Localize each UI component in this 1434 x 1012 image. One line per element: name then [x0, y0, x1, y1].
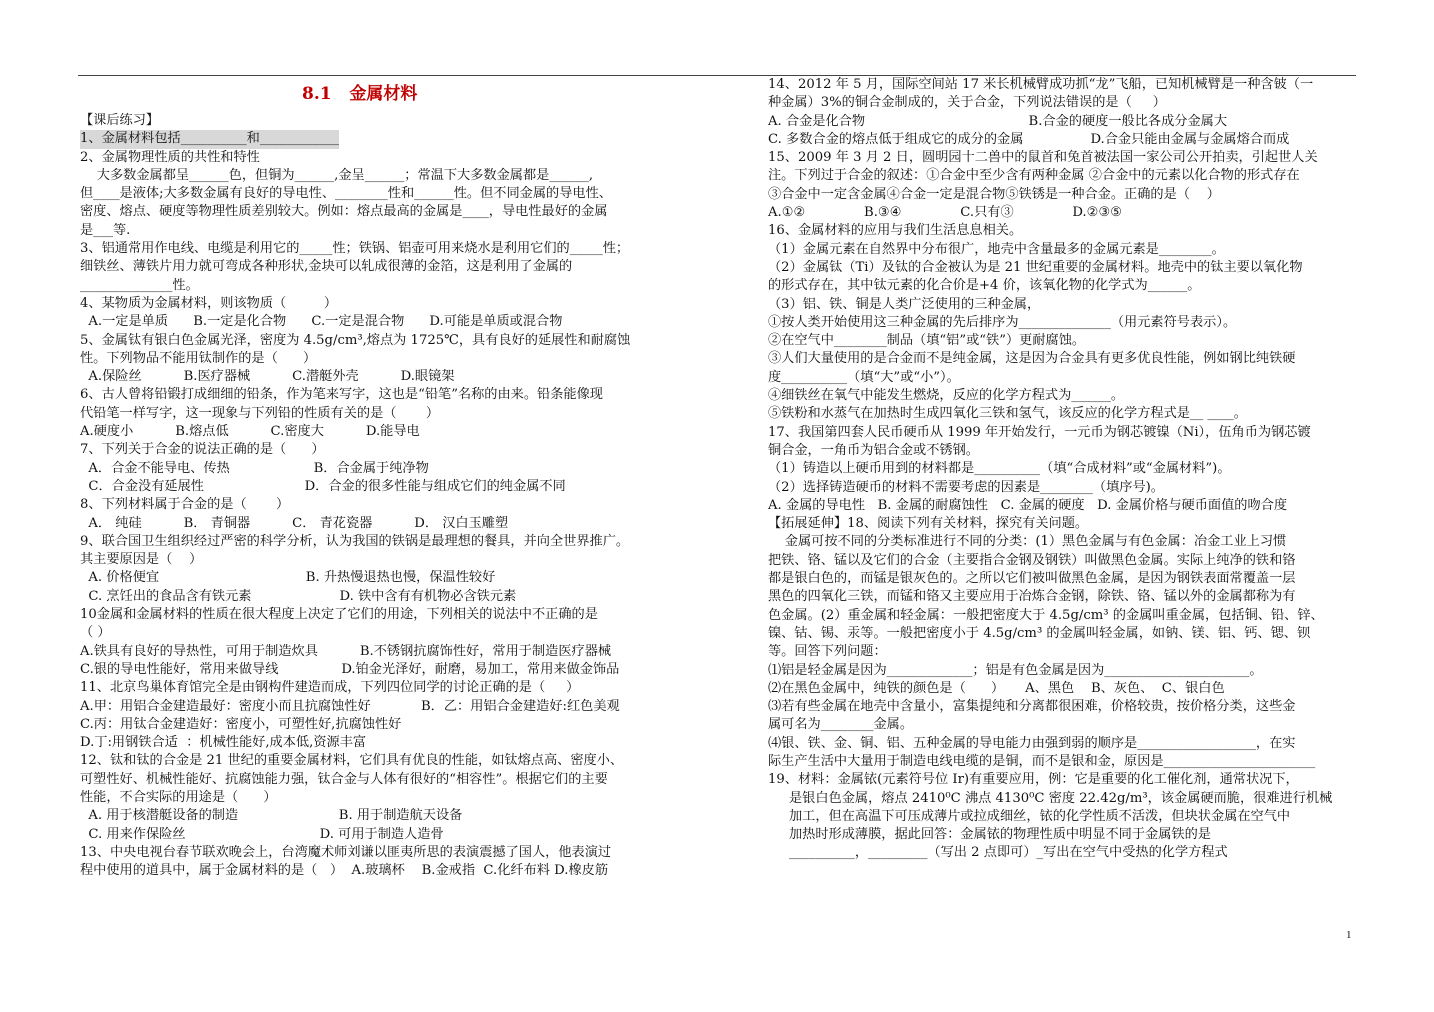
question-line: 10金属和金属材料的性质在很大程度上决定了它们的用途，下列相关的说法中不正确的是 [80, 607, 598, 623]
question-line: 6、古人曾将铅锻打成细细的铅条，作为笔来写字，这也是“铅笔”名称的由来。铅条能像现 [80, 387, 603, 403]
question-line: 7、下列关于合金的说法正确的是（ ） [80, 442, 325, 458]
question-line: A.铁具有良好的导热性，可用于制造炊具 B.不锈钢抗腐饰性好，常用于制造医疗器械 [80, 643, 612, 659]
question-line: A. 合金是化合物 B.合金的硬度一般比各成分金属大 [768, 113, 1228, 129]
question-line: 种金属）3%的铜合金制成的，关于合金，下列说法错误的是（ ） [768, 95, 1166, 111]
question-line: （ ） [80, 625, 111, 641]
question-line: C. 烹饪出的食品含有铁元素 D. 铁中含有有机物必含铁元素 [80, 588, 517, 604]
question-line: 际生产生活中大量用于制造电线电缆的是铜，而不是银和金，原因是_______________________ [768, 753, 1316, 769]
question-line: 8、下列材料属于合金的是（ ） [80, 497, 290, 513]
question-line: A.硬度小 B.熔点低 C.密度大 D.能导电 [80, 424, 420, 440]
question-line: ⑵在黑色金属中，纯铁的颜色是（ ） A、黑色 B、灰色、 C、银白色 [768, 680, 1225, 696]
question-line: 3、铝通常用作电线、电缆是利用它的_____性；铁锅、铝壶可用来烧水是利用它们的_____性； [80, 241, 630, 257]
question-line: ⑷银、铁、金、铜、铝、五种金属的导电能力由强到弱的顺序是__________________，在实 [768, 735, 1296, 751]
question-line: A.一定是单质 B.一定是化合物 C.一定是混合物 D.可能是单质或混合物 [80, 314, 563, 330]
highlighted-question: 1、金属材料包括__________和____________ [80, 130, 339, 148]
question-line: ⑶若有些金属在地壳中含量小，富集提纯和分离都很困难，价格较贵，按价格分类，这些金 [768, 699, 1296, 715]
question-line: ②在空气中________制品（填“铝”或“铁”）更耐腐蚀。 [768, 333, 1086, 349]
question-line: 17、我国第四套人民币硬币从 1999 年开始发行，一元币为钢芯镀镍（Ni），伍角币为钢芯镀 [768, 424, 1311, 440]
question-line: __________，_________（写出 2 点即可）_写出在空气中受热的化学方程式 [768, 845, 1228, 861]
question-line: 是银白色金属，熔点 2410⁰C 沸点 4130⁰C 密度 22.42g/m³，该金属硬而脆，很难进行机械 [768, 790, 1333, 806]
question-line: 黑色的四氧化三铁，而锰和铬又主要应用于冶炼合金钢，除铁、铬、锰以外的金属都称为有 [768, 589, 1296, 605]
question-line: 的形式存在，其中钛元素的化合价是+4 价，该氧化物的化学式为______。 [768, 278, 1201, 294]
question-line: 19、材料：金属铱(元素符号位 Ir)有重要应用，例：它是重要的化工催化剂，通常状况下， [768, 772, 1299, 788]
question-line: 等。回答下列问题： [768, 644, 887, 660]
question-line: 5、金属钛有银白色金属光泽，密度为 4.5g/cm³,熔点为 1725℃，具有良好的延展性和耐腐蚀 [80, 332, 631, 348]
question-line: 属可名为________金属。 [768, 717, 914, 733]
question-line: 可塑性好、机械性能好、抗腐蚀能力强，钛合金与人体有很好的“相容性”。根据它们的主要 [80, 771, 608, 787]
question-line: C.丙：用钛合金建造好：密度小，可塑性好,抗腐蚀性好 [80, 716, 402, 732]
question-line: 性能，不合实际的用途是（ ） [80, 789, 277, 805]
question-line: 大多数金属都呈______色，但铜为______,金呈______；常温下大多数金属都是______, [80, 167, 594, 183]
question-line: 注。下列过于合金的叙述：①合金中至少含有两种金属 ②合金中的元素以化合物的形式存在 [768, 168, 1300, 184]
question-line: 铜合金，一角币为铝合金或不锈钢。 [768, 442, 979, 458]
question-line: 细铁丝、薄铁片用力就可弯成各种形状,金块可以轧成很薄的金箔，这是利用了金属的 [80, 259, 573, 275]
question-line: 其主要原因是（ ） [80, 552, 203, 568]
question-line: ③人们大量使用的是合金而不是纯金属，这是因为合金具有更多优良性能，例如钢比纯铁硬 [768, 351, 1296, 367]
question-line: 度__________（填“大”或“小”）。 [768, 369, 960, 385]
question-line: ④细铁丝在氧气中能发生燃烧，反应的化学方程式为______。 [768, 388, 1125, 404]
question-line: 是___等. [80, 222, 131, 238]
question-line: 【拓展延伸】18、阅读下列有关材料，探究有关问题。 [768, 516, 1089, 532]
question-line: A.甲：用铝合金建造最好：密度小而且抗腐蚀性好 B．乙：用铝合金建造好:红色美观 [80, 698, 620, 714]
question-line: 密度、熔点、硬度等物理性质差别较大。例如：熔点最高的金属是____，导电性最好的金属 [80, 204, 608, 220]
question-line [80, 130, 684, 148]
question-line: 16、金属材料的应用与我们生活息息相关。 [768, 223, 1023, 239]
question-line: A. 价格便宜 B. 升热慢退热也慢，保温性较好 [80, 570, 496, 586]
question-line: 程中使用的道具中，属于金属材料的是（ ） A.玻璃杯 B.金戒指 C.化纤布料 D.橡皮筋 [80, 863, 609, 879]
question-line: 9、联合国卫生组织经过严密的科学分析，认为我国的铁锅是最理想的餐具，并向全世界推广。 [80, 533, 630, 549]
question-line: D.丁:用钢铁合适 ：机械性能好,成本低,资源丰富 [80, 735, 367, 751]
question-line: 加热时形成薄膜，据此回答：金属铱的物理性质中明显不同于金属铁的是 [768, 827, 1211, 843]
question-line: （2）金属钛（Ti）及钛的合金被认为是 21 世纪重要的金属材料。地壳中的钛主要以氧化物 [768, 259, 1303, 275]
left-column [80, 76, 684, 880]
question-line: 12、钛和钛的合金是 21 世纪的重要金属材料，它们具有优良的性能，如钛熔点高、密度小、 [80, 753, 624, 769]
question-line: ⑤铁粉和水蒸气在加热时生成四氧化三铁和氢气，该反应的化学方程式是__ ____。 [768, 406, 1247, 422]
page-number: 1 [1346, 929, 1352, 941]
question-line: A.①② B.③④ C.只有③ D.②③⑤ [768, 205, 1123, 221]
question-line: A． 纯硅 B． 青铜器 C． 青花瓷器 D． 汉白玉雕塑 [80, 515, 509, 531]
question-line: 2、金属物理性质的共性和特性 [80, 149, 260, 165]
question-line: （2）选择铸造硬币的材料不需要考虑的因素是________（填序号)。 [768, 479, 1164, 495]
question-line: 色金属。(2）重金属和轻金属：一般把密度大于 4.5g/cm³ 的金属叫重金属，包括铜、铅、锌、 [768, 607, 1324, 623]
question-line: 镍、钴、锡、汞等。一般把密度小于 4.5g/cm³ 的金属叫轻金属，如钠、镁、铝、钙、锶、钡 [768, 625, 1311, 641]
question-line: C. 多数合金的熔点低于组成它的成分的金属 D.合金只能由金属与金属熔合而成 [768, 131, 1290, 147]
page-title: 8.1 金属材料 [302, 84, 418, 104]
question-line: 11、北京鸟巢体育馆完全是由钢构件建造而成，下列四位同学的讨论正确的是（ ） [80, 680, 580, 696]
question-line: （1）金属元素在自然界中分布很广，地壳中含量最多的金属元素是________。 [768, 241, 1225, 257]
section-heading: 【课后练习】 [80, 113, 160, 128]
right-column [768, 76, 1360, 863]
question-line: 13、中央电视台春节联欢晚会上，台湾魔术师刘谦以匪夷所思的表演震撼了国人，他表演过 [80, 844, 612, 860]
question-line: ③合金中一定含金属④合金一定是混合物⑤铁锈是一种合金。正确的是（ ） [768, 186, 1220, 202]
question-line: A. 用于核潜艇设备的制造 B. 用于制造航天设备 [80, 808, 463, 824]
question-line: （3）铝、铁、铜是人类广泛使用的三种金属， [768, 296, 1041, 312]
question-line: 但____是液体;大多数金属有良好的导电性、________性和______性。但不同金属的导电性、 [80, 186, 612, 202]
question-line: A．合金不能导电、传热 B．合金属于纯净物 [80, 460, 429, 476]
question-line: ______________性。 [80, 277, 199, 293]
question-line: C．合金没有延展性 D．合金的很多性能与组成它们的纯金属不同 [80, 478, 566, 494]
question-line: 金属可按不同的分类标准进行不同的分类：(1）黑色金属与有色金属：冶金工业上习惯 [768, 534, 1287, 550]
question-line: 代铅笔一样写字，这一现象与下列铅的性质有关的是（ ） [80, 405, 440, 421]
question-line: 都是银白色的，而锰是银灰色的。之所以它们被叫做黑色金属，是因为钢铁表面常覆盖一层 [768, 571, 1296, 587]
question-line: 把铁、铬、锰以及它们的合金（主要指合金钢及钢铁）叫做黑色金属。实际上纯净的铁和铬 [768, 552, 1296, 568]
question-line: A.保险丝 B.医疗器械 C.潜艇外壳 D.眼镜架 [80, 369, 455, 385]
question-line: 性。下列物品不能用钛制作的是（ ） [80, 350, 317, 366]
question-line: 15、2009 年 3 月 2 日，圆明园十二兽中的鼠首和兔首被法国一家公司公开拍卖，引起世人关 [768, 150, 1318, 166]
question-line: ①按人类开始使用这三种金属的先后排序为______________（用元素符号表示）。 [768, 314, 1237, 330]
question-line: 14、2012 年 5 月，国际空间站 17 米长机械臂成功抓“龙”飞船，已知机械臂是一种含铍（一 [768, 77, 1314, 92]
question-line: C.银的导电性能好，常用来做导线 D.铂金光泽好，耐磨，易加工，常用来做金饰品 [80, 661, 620, 677]
question-line: A. 金属的导电性 B. 金属的耐腐蚀性 C. 金属的硬度 D. 金属价格与硬币面值的吻合度 [768, 497, 1288, 513]
question-line: ⑴铝是轻金属是因为_____________；铝是有色金属是因为______________________。 [768, 662, 1263, 678]
question-line: C. 用来作保险丝 D. 可用于制造人造骨 [80, 826, 444, 842]
question-line: （1）铸造以上硬币用到的材料都是__________（填“合成材料”或“金属材料”)。 [768, 461, 1231, 477]
question-line: 加工，但在高温下可压成薄片或拉成细丝，铱的化学性质不活泼，但块状金属在空气中 [768, 808, 1291, 824]
question-line: 4、某物质为金属材料，则该物质（ ） [80, 295, 338, 311]
